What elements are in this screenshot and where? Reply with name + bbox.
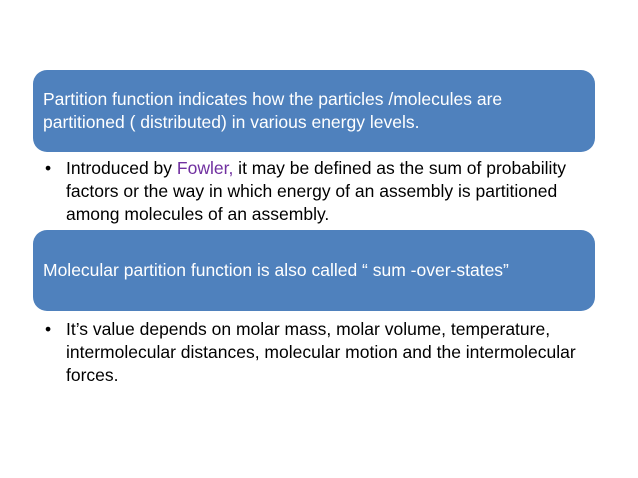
- molecular-partition-text: Molecular partition function is also called “ sum -over-states”: [43, 260, 509, 280]
- bullet-marker: •: [45, 319, 52, 339]
- molecular-partition-box: [33, 230, 595, 311]
- bullet-suffix: it may be defined as the sum of probability factors or the way in which energy of an assembly is partitioned among molecules of an assembly.: [66, 158, 566, 224]
- fowler-name: Fowler,: [176, 158, 234, 178]
- definition-text: Partition function indicates how the particles /molecules are partitioned ( distributed) in various energy levels.: [43, 89, 503, 132]
- bullet-text: It’s value depends on molar mass, molar volume, temperature, intermolecular distances, molecular motion and the intermolecular forces.: [66, 319, 576, 385]
- bullet-text: [66, 157, 605, 226]
- bullet-fowler: [45, 157, 605, 226]
- bullet-value-depends: [45, 318, 605, 387]
- definition-box: [33, 70, 595, 152]
- bullet-marker: •: [45, 158, 52, 178]
- bullet-prefix: Introduced by: [66, 158, 177, 178]
